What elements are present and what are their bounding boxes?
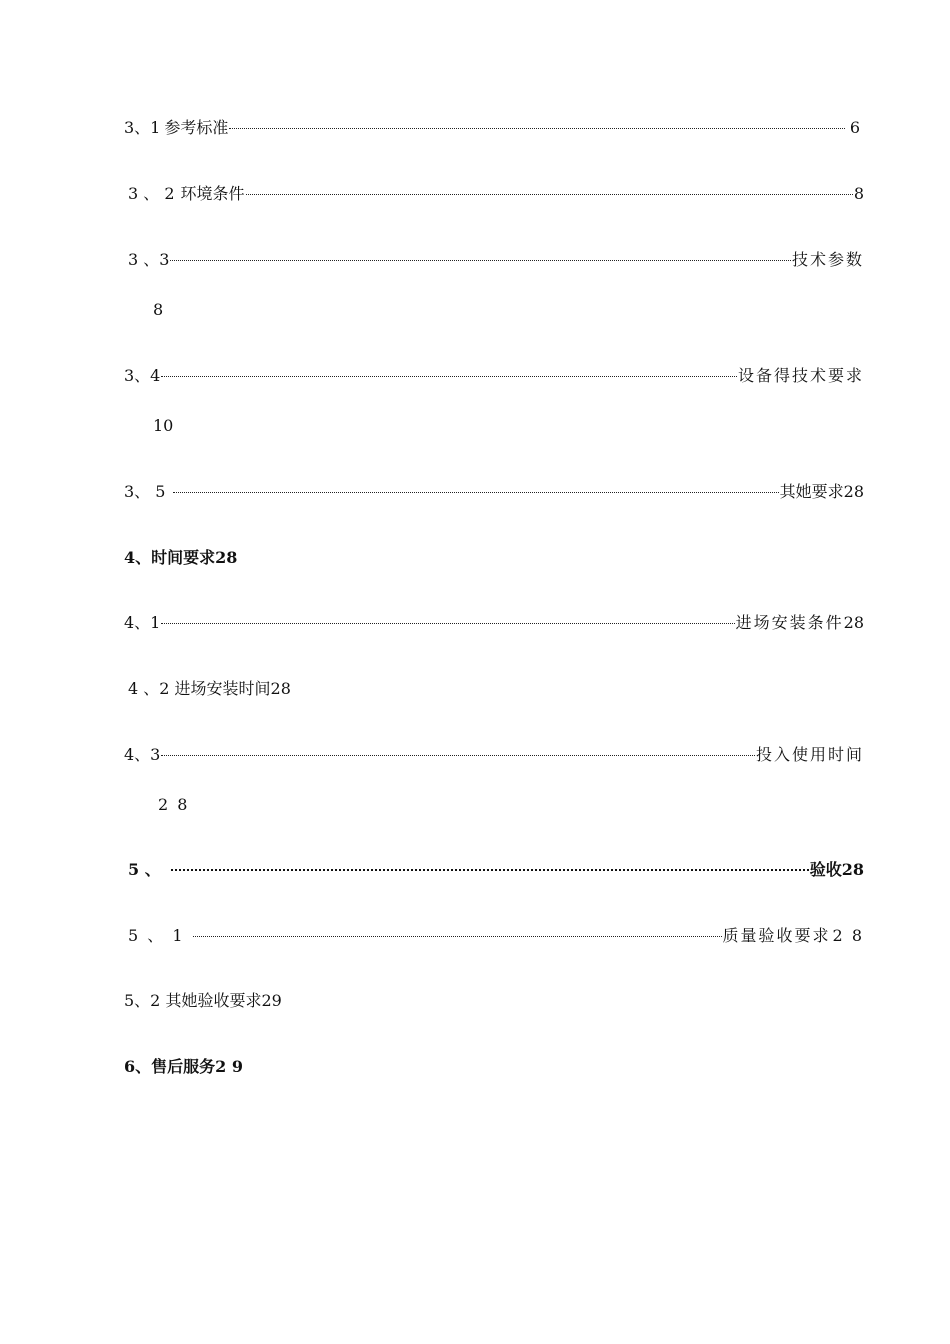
- toc-entry-page: 10: [153, 416, 174, 435]
- toc-entry-page: 8: [153, 300, 164, 319]
- toc-section-text: 6、售后服务2 9: [124, 1057, 243, 1076]
- toc-entry-page: 28: [843, 482, 864, 501]
- toc-entry-4-1[interactable]: [124, 613, 864, 633]
- toc-leader-dots: [171, 869, 809, 871]
- toc-leader-dots: [170, 260, 791, 261]
- toc-entry-page: 8: [853, 184, 864, 203]
- toc-section-text: 4、时间要求28: [124, 548, 238, 567]
- toc-entry-number: 3、4: [124, 366, 161, 385]
- toc-leader-dots: [229, 128, 844, 129]
- toc-section-6[interactable]: [124, 1057, 243, 1077]
- toc-entry-title: 投入使用时间: [755, 745, 864, 764]
- toc-entry-4-3[interactable]: [124, 745, 864, 765]
- toc-entry-title: 其她要求: [779, 482, 844, 501]
- toc-entry-title: 验收: [809, 860, 842, 879]
- toc-leader-dots: [173, 492, 778, 493]
- toc-entry-5-2[interactable]: [124, 991, 282, 1011]
- toc-entry-page: 28: [841, 860, 864, 879]
- toc-entry-4-2[interactable]: [128, 679, 291, 699]
- toc-entry-number: 4、3: [124, 745, 161, 764]
- toc-entry-title: 技术参数: [791, 250, 864, 269]
- toc-entry-number: 3 、 2: [128, 184, 175, 203]
- toc-entry-number: 3 、3: [128, 250, 170, 269]
- toc-entry-title: 质量验收要求: [722, 926, 831, 945]
- toc-entry-4-3-page: [158, 795, 189, 815]
- toc-leader-dots: [161, 755, 755, 756]
- toc-entry-3-4-page: [153, 416, 173, 436]
- toc-entry-3-3-page: [153, 300, 163, 320]
- toc-entry-title: 环境条件: [180, 184, 245, 203]
- toc-entry-page: 2 8: [832, 926, 864, 945]
- toc-entry-3-5[interactable]: [124, 482, 864, 502]
- toc-section-5[interactable]: [128, 860, 864, 880]
- toc-section-4[interactable]: [124, 548, 237, 568]
- toc-entry-page: 2 8: [158, 795, 190, 814]
- toc-leader-dots: [161, 623, 734, 624]
- toc-entry-page: 28: [843, 613, 864, 632]
- toc-entry-3-2[interactable]: [128, 184, 864, 204]
- toc-leader-dots: [246, 194, 853, 195]
- toc-leader-dots: [161, 376, 737, 377]
- toc-entry-number: 5 、 1: [128, 926, 185, 945]
- toc-entry-number: 4、1: [124, 613, 161, 632]
- toc-entry-3-4[interactable]: [124, 366, 864, 386]
- toc-entry-page: 6: [849, 118, 860, 137]
- toc-entry-title: 进场安装条件: [735, 613, 844, 632]
- toc-entry-title: 设备得技术要求: [737, 366, 864, 385]
- toc-entry-text: 5、2 其她验收要求29: [124, 991, 282, 1010]
- toc-entry-title: 参考标准: [164, 118, 229, 137]
- toc-leader-dots: [193, 936, 722, 937]
- toc-entry-3-3[interactable]: [128, 250, 864, 270]
- toc-entry-text: 4 、2 进场安装时间28: [128, 679, 291, 698]
- toc-entry-number: 3、 5: [124, 482, 166, 501]
- toc-entry-number: 5 、: [128, 860, 161, 879]
- toc-entry-3-1[interactable]: [124, 118, 860, 138]
- toc-entry-number: 3、1: [124, 118, 161, 137]
- toc-entry-5-1[interactable]: [128, 926, 864, 946]
